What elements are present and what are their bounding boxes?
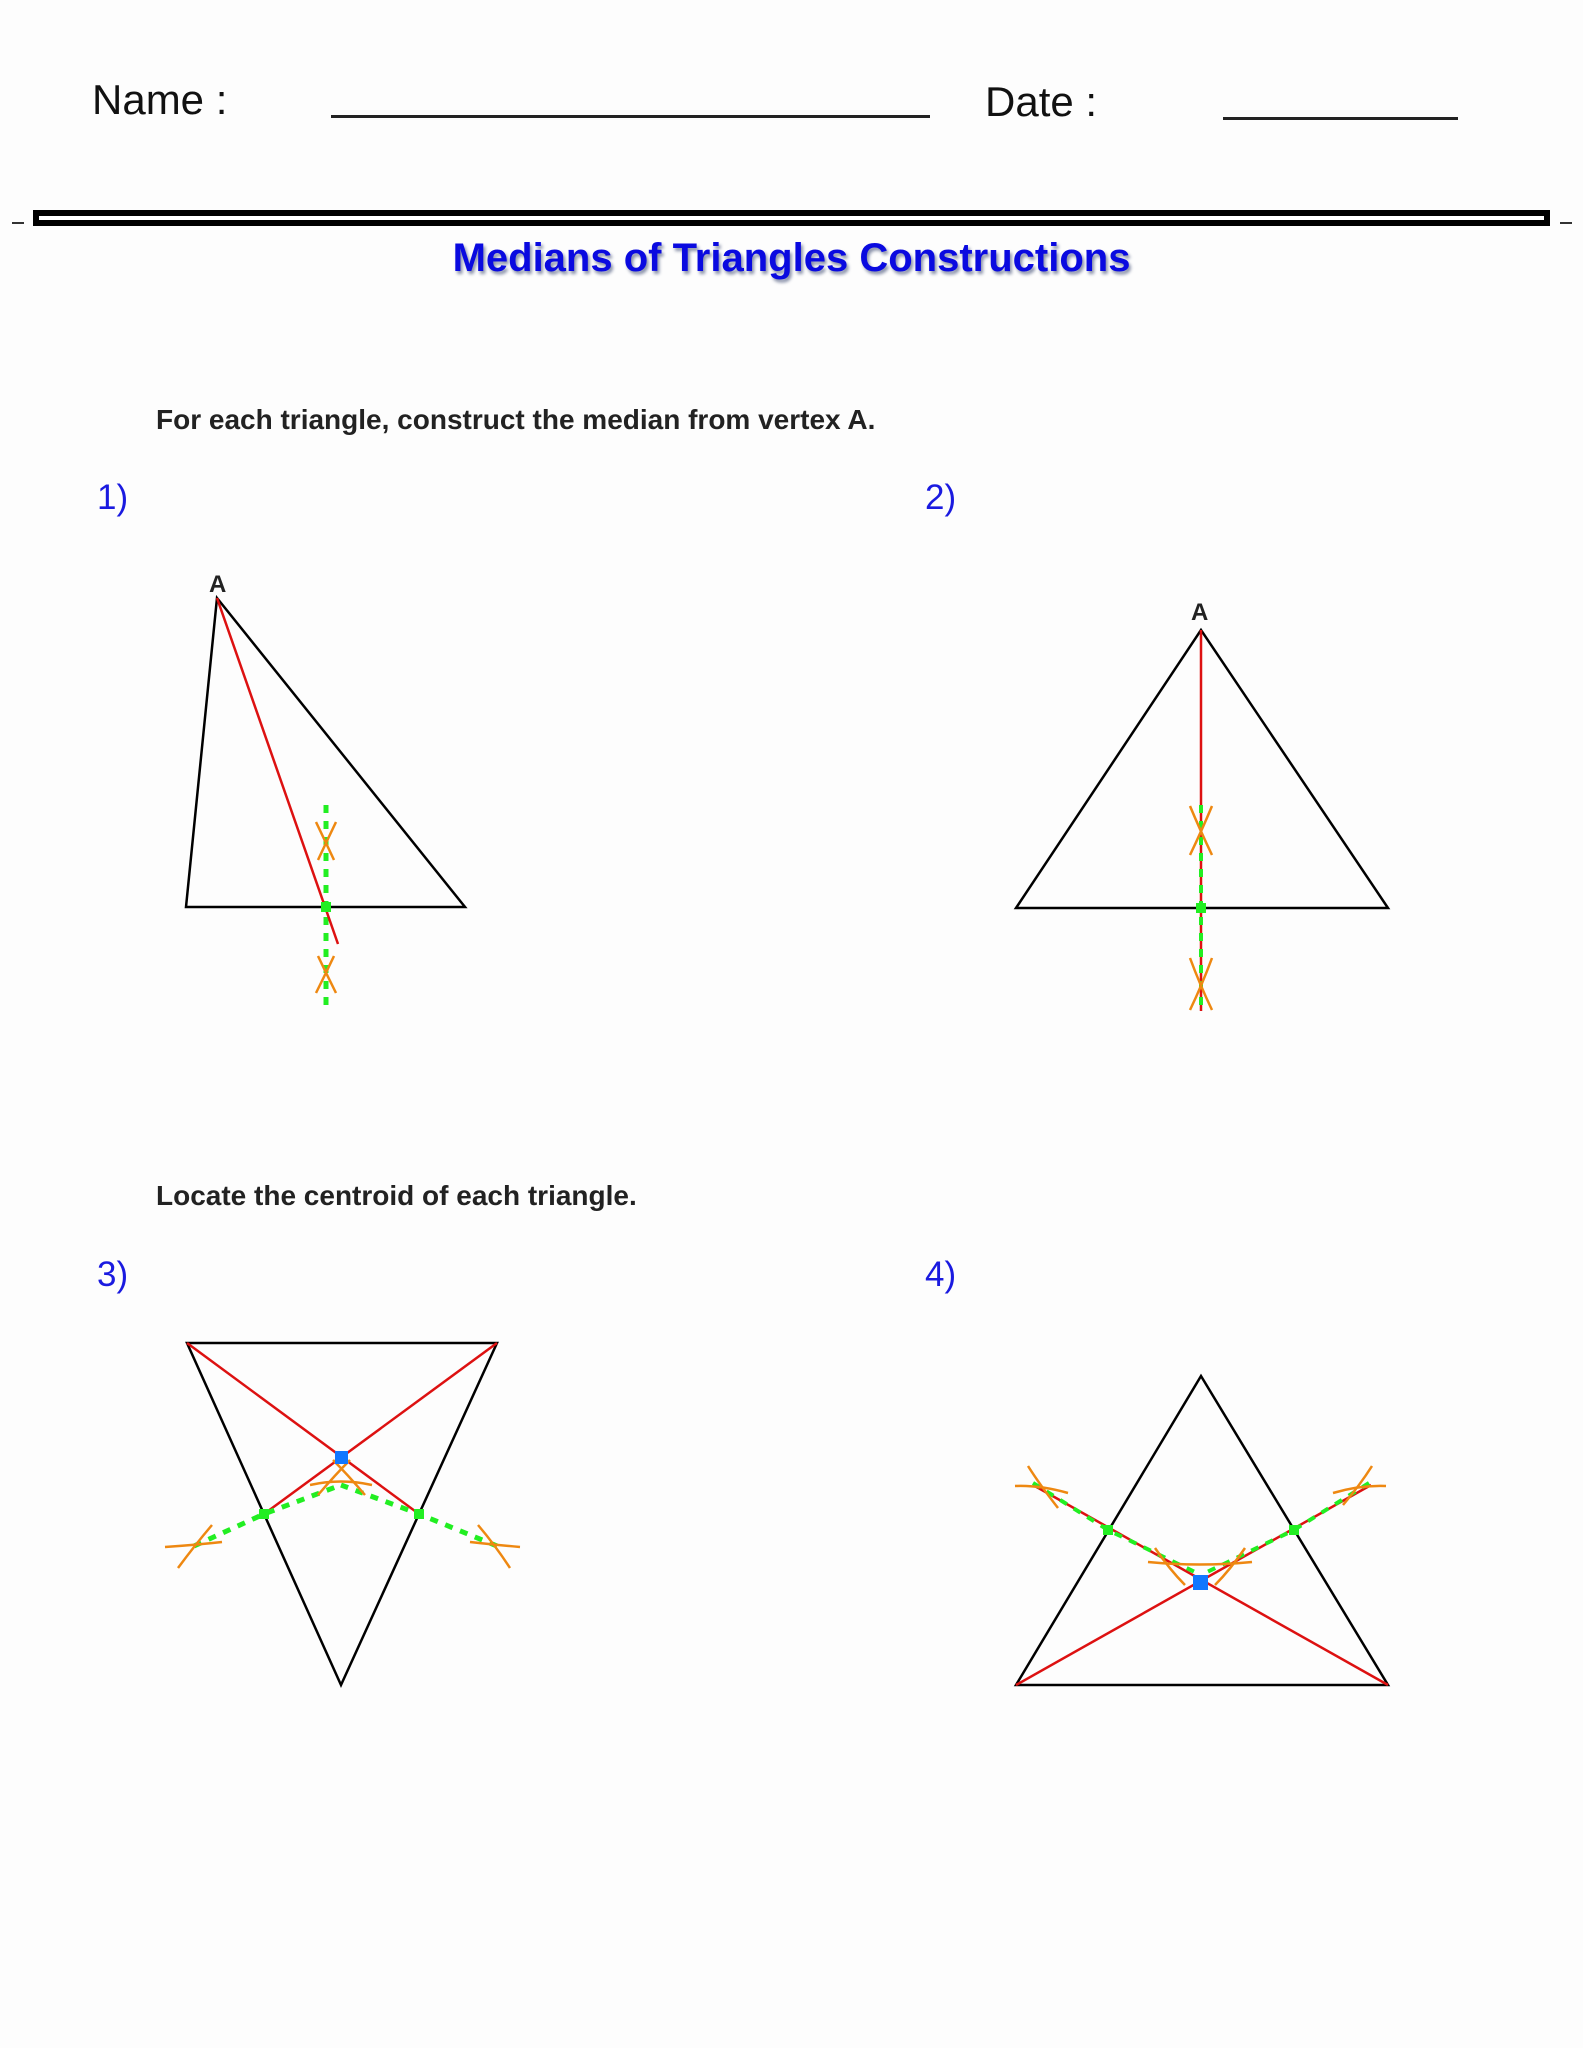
median xyxy=(1033,1485,1388,1685)
median xyxy=(217,598,338,944)
problem-4-figure xyxy=(1015,1376,1388,1685)
midpoint xyxy=(259,1509,269,1519)
vertex-label-a: A xyxy=(209,571,227,598)
triangle xyxy=(187,1343,497,1685)
midpoint xyxy=(321,902,331,912)
problem-number-4: 4) xyxy=(925,1255,957,1294)
arc-marks xyxy=(1015,1466,1386,1585)
perpendicular-bisector xyxy=(1033,1483,1201,1575)
problem-1-figure xyxy=(186,571,465,1013)
vertex-label-a: A xyxy=(1191,599,1209,626)
midpoint xyxy=(1289,1525,1299,1535)
date-label: Date : xyxy=(985,78,1098,125)
arc-marks xyxy=(165,1460,520,1568)
median xyxy=(264,1343,497,1514)
centroid xyxy=(335,1451,348,1464)
perpendicular-bisector xyxy=(1201,1483,1369,1575)
problem-number-2: 2) xyxy=(925,478,957,517)
problem-number-3: 3) xyxy=(97,1255,129,1294)
page-title: Medians of Triangles Constructions xyxy=(452,236,1131,280)
instruction-medians: For each triangle, construct the median from vertex A. xyxy=(156,404,876,435)
centroid xyxy=(1193,1575,1208,1590)
name-label: Name : xyxy=(92,76,228,123)
midpoint xyxy=(1103,1525,1113,1535)
problem-3-figure xyxy=(165,1343,520,1685)
problem-number-1: 1) xyxy=(97,478,129,517)
triangle xyxy=(1016,1376,1388,1685)
midpoint xyxy=(1196,903,1206,913)
problem-2-figure xyxy=(1016,599,1388,1011)
instruction-centroid: Locate the centroid of each triangle. xyxy=(156,1180,637,1211)
midpoint xyxy=(414,1509,424,1519)
median xyxy=(187,1343,419,1514)
